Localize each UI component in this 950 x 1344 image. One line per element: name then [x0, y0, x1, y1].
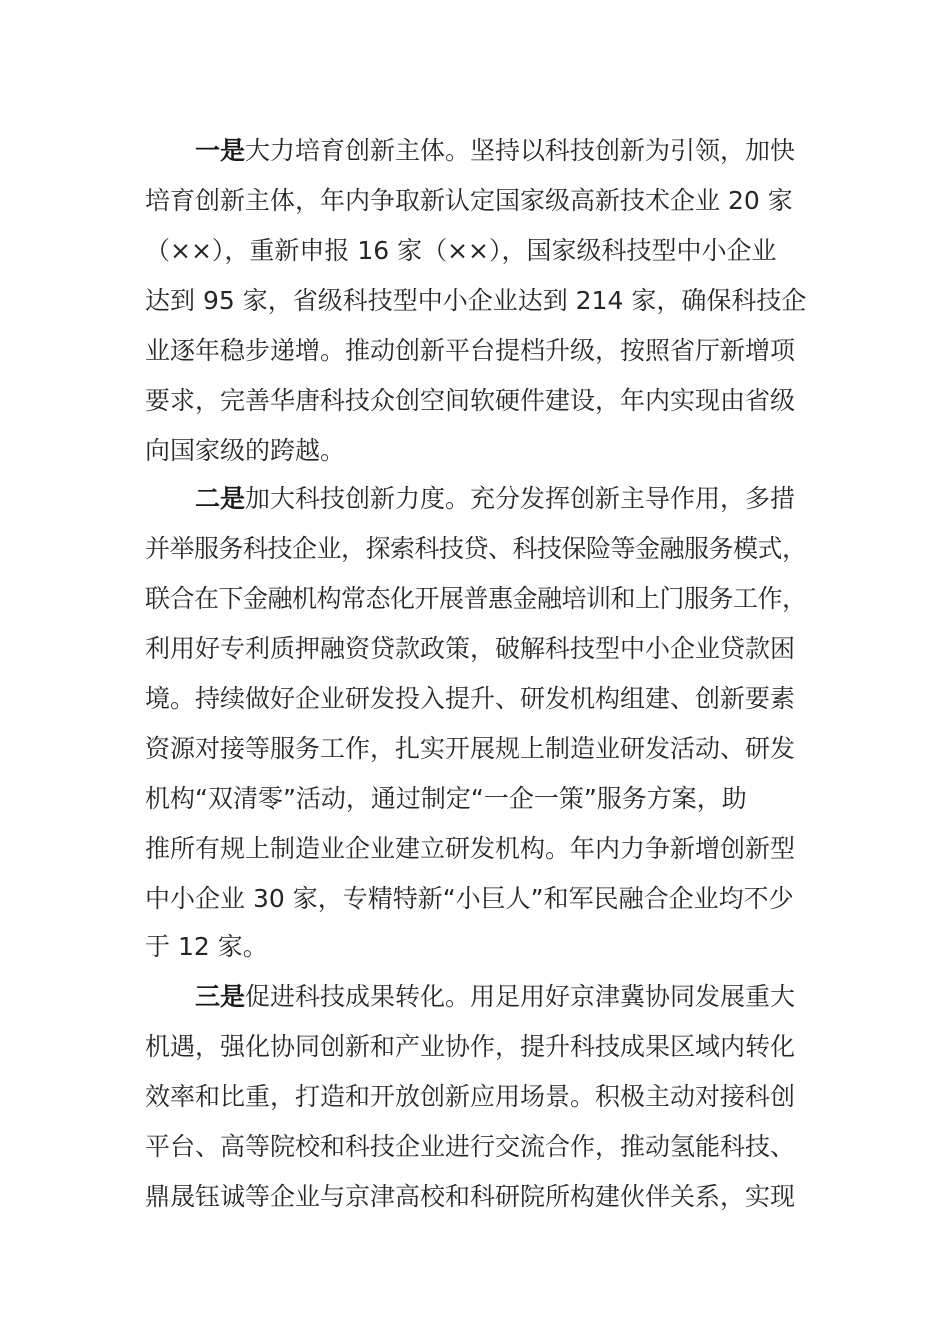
paragraph-1-line-1 [195, 126, 807, 176]
paragraph-1-line-6: 要求，完善华唐科技众创空间软硬件建设，年内实现由省级 [145, 386, 796, 415]
paragraph-2-line-9: 中小企业 30 家，专精特新“小巨人”和军民融合企业均不少 [145, 884, 794, 913]
paragraph-2-line-7: 机构“双清零”活动，通过制定“一企一策”服务方案，助 [145, 784, 747, 813]
paragraph-1-lead: 一是 [195, 136, 246, 165]
paragraph-2-text: 加大科技创新力度。充分发挥创新主导作用，多措 [245, 484, 796, 513]
paragraph-3-line-4: 平台、高等院校和科技企业进行交流合作，推动氢能科技、 [145, 1132, 796, 1161]
paragraph-1-text: 大力培育创新主体。坚持以科技创新为引领，加快 [245, 136, 796, 165]
paragraph-2-line-6: 资源对接等服务工作，扎实开展规上制造业研发活动、研发 [145, 734, 796, 763]
paragraph-2-line-1 [195, 474, 807, 524]
paragraph-1-line-5: 业逐年稳步递增。推动创新平台提档升级，按照省厅新增项 [145, 336, 796, 365]
paragraph-2-line-5: 境。持续做好企业研发投入提升、研发机构组建、创新要素 [145, 684, 796, 713]
paragraph-1-line-2: 培育创新主体，年内争取新认定国家级高新技术企业 20 家 [145, 186, 793, 215]
paragraph-3-line-1 [195, 972, 807, 1022]
paragraph-3-line-3: 效率和比重，打造和开放创新应用场景。积极主动对接科创 [145, 1082, 796, 1111]
paragraph-2-line-8: 推所有规上制造业企业建立研发机构。年内力争新增创新型 [145, 834, 796, 863]
paragraph-1-line-7: 向国家级的跨越。 [145, 436, 346, 465]
paragraph-1-line-4: 达到 95 家，省级科技型中小企业达到 214 家，确保科技企 [145, 286, 807, 315]
paragraph-3-text: 促进科技成果转化。用足用好京津冀协同发展重大 [245, 982, 796, 1011]
paragraph-3-line-5: 鼎晟钰诚等企业与京津高校和科研院所构建伙伴关系，实现 [145, 1182, 796, 1211]
paragraph-2-line-3: 联合在下金融机构常态化开展普惠金融培训和上门服务工作， [145, 584, 807, 613]
paragraph-2-line-10: 于 12 家。 [145, 932, 268, 961]
paragraph-2-line-2: 并举服务科技企业，探索科技贷、科技保险等金融服务模式， [145, 534, 807, 563]
paragraph-3-line-2: 机遇，强化协同创新和产业协作，提升科技成果区域内转化 [145, 1032, 796, 1061]
paragraph-1-line-3: （××），重新申报 16 家（××），国家级科技型中小企业 [145, 236, 777, 265]
paragraph-3-lead: 三是 [195, 982, 246, 1011]
paragraph-2-line-4: 利用好专利质押融资贷款政策，破解科技型中小企业贷款困 [145, 634, 796, 663]
paragraph-2-lead: 二是 [195, 484, 246, 513]
